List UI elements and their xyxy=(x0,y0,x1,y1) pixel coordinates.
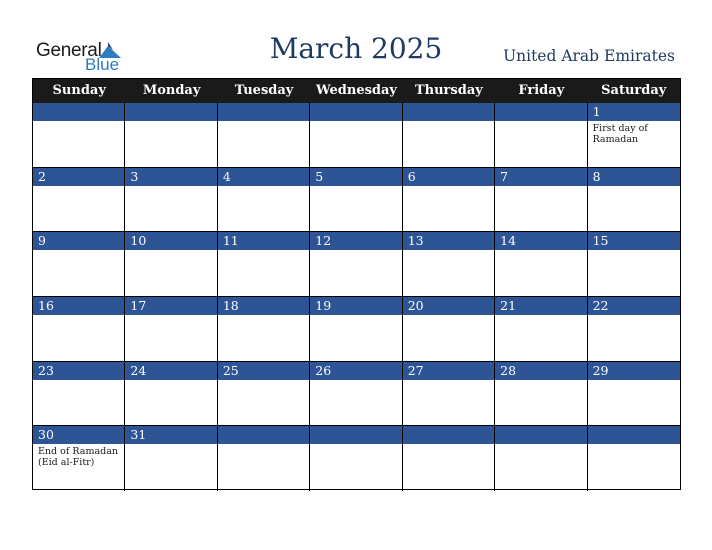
holiday-event: First day of Ramadan xyxy=(592,123,648,145)
day-cell[interactable] xyxy=(588,232,680,297)
day-cell[interactable] xyxy=(33,426,125,491)
day-cell[interactable] xyxy=(495,362,587,427)
day-cell[interactable] xyxy=(125,426,217,491)
day-cell[interactable] xyxy=(588,426,680,491)
day-cell[interactable] xyxy=(588,103,680,168)
day-cell[interactable] xyxy=(33,103,125,168)
day-cell[interactable] xyxy=(403,168,495,233)
day-cell[interactable] xyxy=(403,103,495,168)
day-number: 8 xyxy=(592,168,601,184)
weekday-5: Friday xyxy=(518,83,565,98)
day-cell[interactable] xyxy=(495,426,587,491)
day-cell[interactable] xyxy=(495,103,587,168)
day-cell[interactable] xyxy=(125,297,217,362)
week-row xyxy=(33,297,680,362)
day-number: 9 xyxy=(38,233,46,249)
day-cell[interactable] xyxy=(33,297,125,362)
weekday-2: Tuesday xyxy=(234,83,294,98)
day-number: 13 xyxy=(407,233,424,249)
day-number: 10 xyxy=(130,233,147,249)
day-number: 26 xyxy=(315,362,332,378)
logo-text-general: General xyxy=(36,40,102,61)
day-number: 3 xyxy=(130,168,139,184)
calendar-grid xyxy=(32,78,681,490)
day-cell[interactable] xyxy=(218,168,310,233)
day-number: 25 xyxy=(222,362,239,378)
week-row xyxy=(33,362,680,427)
day-cell[interactable] xyxy=(218,297,310,362)
day-number: 6 xyxy=(407,168,416,184)
day-number: 20 xyxy=(407,298,424,314)
day-number: 2 xyxy=(38,168,46,184)
day-cell[interactable] xyxy=(33,232,125,297)
day-number: 18 xyxy=(222,298,239,314)
day-cell[interactable] xyxy=(403,232,495,297)
day-cell[interactable] xyxy=(588,168,680,233)
day-cell[interactable] xyxy=(310,168,402,233)
day-number: 31 xyxy=(130,427,147,443)
logo-text-blue: Blue xyxy=(85,55,120,74)
week-row xyxy=(33,426,680,491)
day-cell[interactable] xyxy=(218,362,310,427)
day-cell[interactable] xyxy=(310,362,402,427)
day-number: 5 xyxy=(315,168,324,184)
day-cell[interactable] xyxy=(310,297,402,362)
day-cell[interactable] xyxy=(495,168,587,233)
day-cell[interactable] xyxy=(310,232,402,297)
day-number: 14 xyxy=(500,233,517,249)
weekday-header xyxy=(33,79,680,103)
calendar-title: March 2025 xyxy=(269,32,443,65)
country-label: United Arab Emirates xyxy=(503,47,675,65)
day-number: 24 xyxy=(130,362,147,378)
weekday-1: Monday xyxy=(142,83,201,98)
day-cell[interactable] xyxy=(495,232,587,297)
weekday-0: Sunday xyxy=(52,83,106,98)
day-cell[interactable] xyxy=(125,103,217,168)
day-number: 29 xyxy=(592,362,609,378)
day-number: 11 xyxy=(222,233,239,249)
weekday-3: Wednesday xyxy=(315,83,397,98)
day-number: 17 xyxy=(130,298,147,314)
day-cell[interactable] xyxy=(218,232,310,297)
day-number: 30 xyxy=(38,427,54,443)
day-cell[interactable] xyxy=(588,362,680,427)
day-cell[interactable] xyxy=(125,168,217,233)
day-number: 22 xyxy=(592,298,609,314)
day-number: 7 xyxy=(500,168,509,184)
day-number: 27 xyxy=(407,362,424,378)
calendar-weeks xyxy=(33,103,680,491)
weekday-4: Thursday xyxy=(414,83,483,98)
day-cell[interactable] xyxy=(218,103,310,168)
day-cell[interactable] xyxy=(218,426,310,491)
day-cell[interactable] xyxy=(125,362,217,427)
weekday-6: Saturday xyxy=(601,83,667,98)
day-cell[interactable] xyxy=(310,426,402,491)
day-number: 23 xyxy=(38,362,54,378)
week-row xyxy=(33,232,680,297)
day-cell[interactable] xyxy=(33,362,125,427)
day-number: 16 xyxy=(38,298,54,314)
day-number: 15 xyxy=(592,233,609,249)
day-cell[interactable] xyxy=(33,168,125,233)
day-number: 19 xyxy=(315,298,332,314)
day-number: 12 xyxy=(315,233,332,249)
day-cell[interactable] xyxy=(403,426,495,491)
day-cell[interactable] xyxy=(403,297,495,362)
day-number: 28 xyxy=(500,362,517,378)
day-number: 4 xyxy=(222,168,231,184)
day-cell[interactable] xyxy=(125,232,217,297)
holiday-event: End of Ramadan (Eid al-Fitr) xyxy=(38,446,118,469)
day-cell[interactable] xyxy=(310,103,402,168)
day-cell[interactable] xyxy=(588,297,680,362)
day-cell[interactable] xyxy=(403,362,495,427)
week-row xyxy=(33,103,680,168)
day-cell[interactable] xyxy=(495,297,587,362)
day-number: 21 xyxy=(500,298,517,314)
day-number: 1 xyxy=(592,104,601,119)
week-row xyxy=(33,168,680,233)
